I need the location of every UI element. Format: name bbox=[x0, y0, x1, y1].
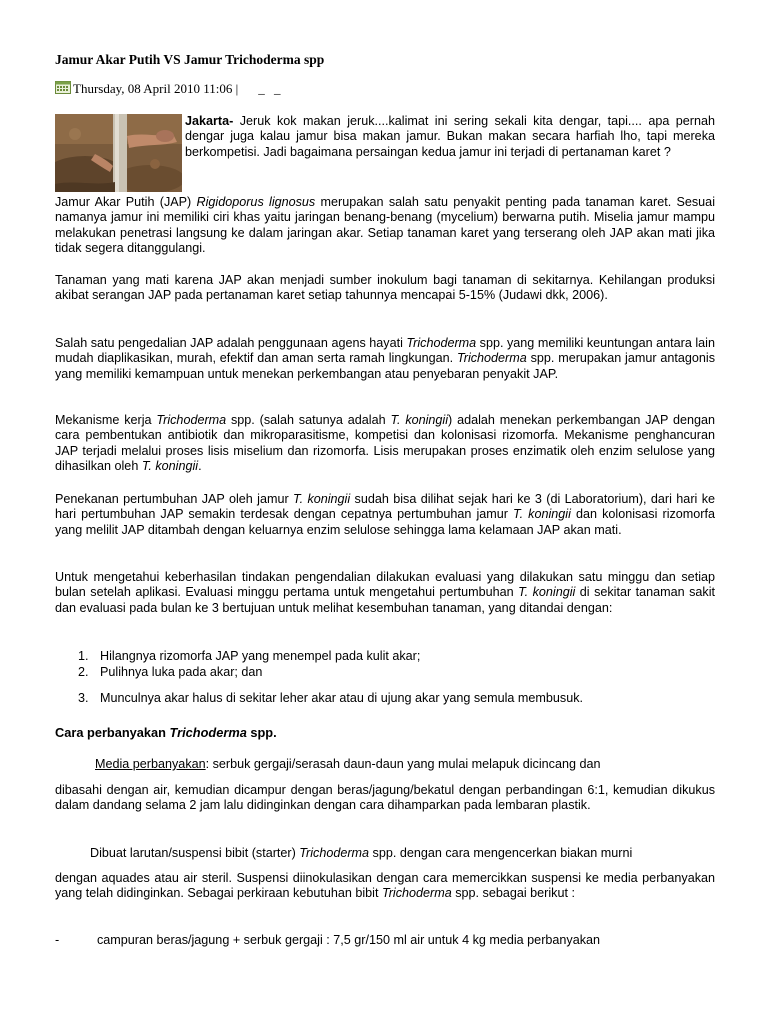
list-item bbox=[78, 649, 420, 663]
text-run: spp. bbox=[246, 725, 277, 740]
genus-name: Trichoderma bbox=[169, 725, 247, 740]
lead-dateline-strong: Jakarta- bbox=[185, 114, 234, 128]
species-name: T. koningii bbox=[518, 585, 576, 600]
date-trailer: _ _ bbox=[258, 81, 284, 96]
text-run: Jamur Akar Putih (JAP) bbox=[55, 195, 197, 209]
text-run: Salah satu pengedalian JAP adalah penggunaan agens hayati bbox=[55, 336, 407, 350]
paragraph-inoculum: Tanaman yang mati karena JAP akan menjadi sumber inokulum bagi tanaman di sekitarnya. Kehilangan produksi akibat serangan JAP pada pertanaman karet setiap tahunnya mencapai 5-15% (Judawi dkk, 2006). bbox=[55, 273, 715, 303]
list-text: Munculnya akar halus di sekitar leher akar atau di ujung akar yang semula membusuk. bbox=[100, 691, 584, 705]
text-run: dengan aquades atau air steril. Suspensi diinokulasikan dengan cara memercikkan suspensi ke media perbanyakan yang telah didinginkan. Sebagai perkiraan kebutuhan bibit bbox=[55, 871, 715, 901]
list-text: Pulihnya luka pada akar; dan bbox=[100, 665, 263, 679]
list-item bbox=[78, 691, 583, 705]
text-run: Mekanisme kerja bbox=[55, 413, 157, 427]
text-run: spp. yang memiliki keuntungan antara lain mudah diaplikasikan, murah, efektif dan aman serta ramah lingkungan. bbox=[55, 336, 715, 366]
text-run: spp. merupakan jamur antagonis yang memiliki kemampuan untuk menekan perkembangan atau penyebaran penyakit JAP. bbox=[55, 351, 715, 381]
paragraph-suspension-line1 bbox=[55, 846, 715, 861]
list-text: Hilangnya rizomorfa JAP yang menempel pada kulit akar; bbox=[100, 649, 421, 663]
genus-name: Trichoderma bbox=[299, 846, 370, 860]
section-heading bbox=[55, 725, 277, 740]
bullet-text: campuran beras/jagung + serbuk gergaji : 7,5 gr/150 ml air untuk 4 kg media perbanyakan bbox=[97, 933, 600, 947]
text-run: spp. (salah satunya adalah bbox=[226, 413, 391, 427]
text-run: ) adalah menekan perkembangan JAP dengan cara pembentukan antibiotik dan mikroparasitisme, kompetisi dan kolonisasi rizomorfa. Mekanisme penghancuran JAP terjadi melalui proses lisis miselium dan rizomorfa. Lisis merupakan proses enzimatik oleh enzim selulose yang dihasilkan oleh bbox=[55, 413, 715, 473]
text-run: Cara perbanyakan bbox=[55, 725, 170, 740]
genus-name: Trichoderma bbox=[381, 886, 452, 901]
bullet-mark: - bbox=[55, 933, 60, 947]
text-run: spp. sebagai berikut : bbox=[451, 886, 575, 901]
article-dateline bbox=[55, 81, 283, 97]
paragraph-media-rest: dibasahi dengan air, kemudian dicampur dengan beras/jagung/bekatul dengan perbandingan 6:1, kemudian dikukus dalam dandang selama 2 jam lalu didinginkan dengan cara dihamparkan pada lembaran plastik. bbox=[55, 783, 715, 813]
text-run: sudah bisa dilihat sejak hari ke 3 (di Laboratorium), dari hari ke hari pertumbuhan JAP semakin terdesak dengan cepatnya pertumbuhan jamur bbox=[55, 492, 715, 522]
text-run: Penekanan pertumbuhan JAP oleh jamur bbox=[55, 492, 294, 506]
text-run: spp. dengan cara mengencerkan biakan murni bbox=[369, 846, 633, 860]
paragraph-jap-intro bbox=[55, 195, 715, 256]
paragraph-suppression bbox=[55, 492, 715, 538]
text-run: merupakan salah satu penyakit penting pada tanaman karet. Sesuai namanya jamur ini memiliki ciri khas yaitu jaringan benang-benang (mycelium) berwarna putih. Miselia jamur mampu melakukan penetrasi langsung ke dalam jaringan akar. Setiap tanaman karet yang terserang oleh JAP akan mati jika tidak segera ditanggulangi. bbox=[55, 195, 715, 255]
species-name: T. koningii bbox=[390, 413, 449, 427]
dosage-bullet bbox=[55, 933, 600, 947]
article-date: Thursday, 08 April 2010 11:06 | bbox=[73, 81, 239, 96]
lead-paragraph bbox=[185, 114, 715, 160]
text-run: Untuk mengetahui keberhasilan tindakan pengendalian dilakukan evaluasi yang dilakukan satu minggu dan setiap bulan setelah aplikasi. Evaluasi minggu pertama untuk mengetahui pertumbuhan bbox=[55, 570, 715, 600]
paragraph-evaluation bbox=[55, 570, 715, 616]
paragraph-media-line1 bbox=[55, 757, 715, 772]
list-number: 2. bbox=[78, 665, 89, 679]
text-run: : serbuk gergaji/serasah daun-daun yang mulai melapuk dicincang dan bbox=[205, 757, 601, 771]
calendar-icon bbox=[55, 81, 71, 94]
text-run: Dibuat larutan/suspensi bibit (starter) bbox=[90, 846, 300, 860]
lead-text: Jeruk kok makan jeruk....kalimat ini sering sekali kita dengar, tapi.... apa pernah dengar juga kalau jamur bisa makan jamur. Bukan makan secara harfiah lho, tapi mereka berkompetisi. Jadi bagaimana persaingan kedua jamur ini terjadi di pertanaman karet ? bbox=[185, 114, 715, 159]
species-name: T. koningii bbox=[141, 458, 199, 473]
article-title: Jamur Akar Putih VS Jamur Trichoderma spp bbox=[55, 52, 325, 67]
paragraph-suspension-rest bbox=[55, 871, 715, 902]
paragraph-mechanism bbox=[55, 413, 715, 474]
article-photo bbox=[55, 114, 182, 192]
list-number: 1. bbox=[78, 649, 89, 663]
species-name: T. koningii bbox=[293, 492, 351, 506]
list-number: 3. bbox=[78, 691, 89, 705]
text-run: dan kolonisasi rizomorfa yang melilit JAP ditambah dengan keluarnya enzim selulose sehingga lama kelamaan JAP akan mati. bbox=[55, 507, 715, 537]
species-name: Rigidoporus lignosus bbox=[196, 195, 316, 209]
genus-name: Trichoderma bbox=[457, 351, 527, 366]
media-label: Media perbanyakan bbox=[95, 757, 206, 771]
paragraph-control bbox=[55, 336, 715, 382]
genus-name: Trichoderma bbox=[406, 336, 477, 350]
species-name: T. koningii bbox=[513, 507, 571, 522]
list-item bbox=[78, 665, 262, 679]
genus-name: Trichoderma bbox=[156, 413, 227, 427]
text-run: di sekitar tanaman sakit dan evaluasi pada bulan ke 3 bertujuan untuk melihat kesembuhan tanaman, yang ditandai dengan: bbox=[55, 585, 716, 615]
text-run: . bbox=[198, 458, 202, 473]
